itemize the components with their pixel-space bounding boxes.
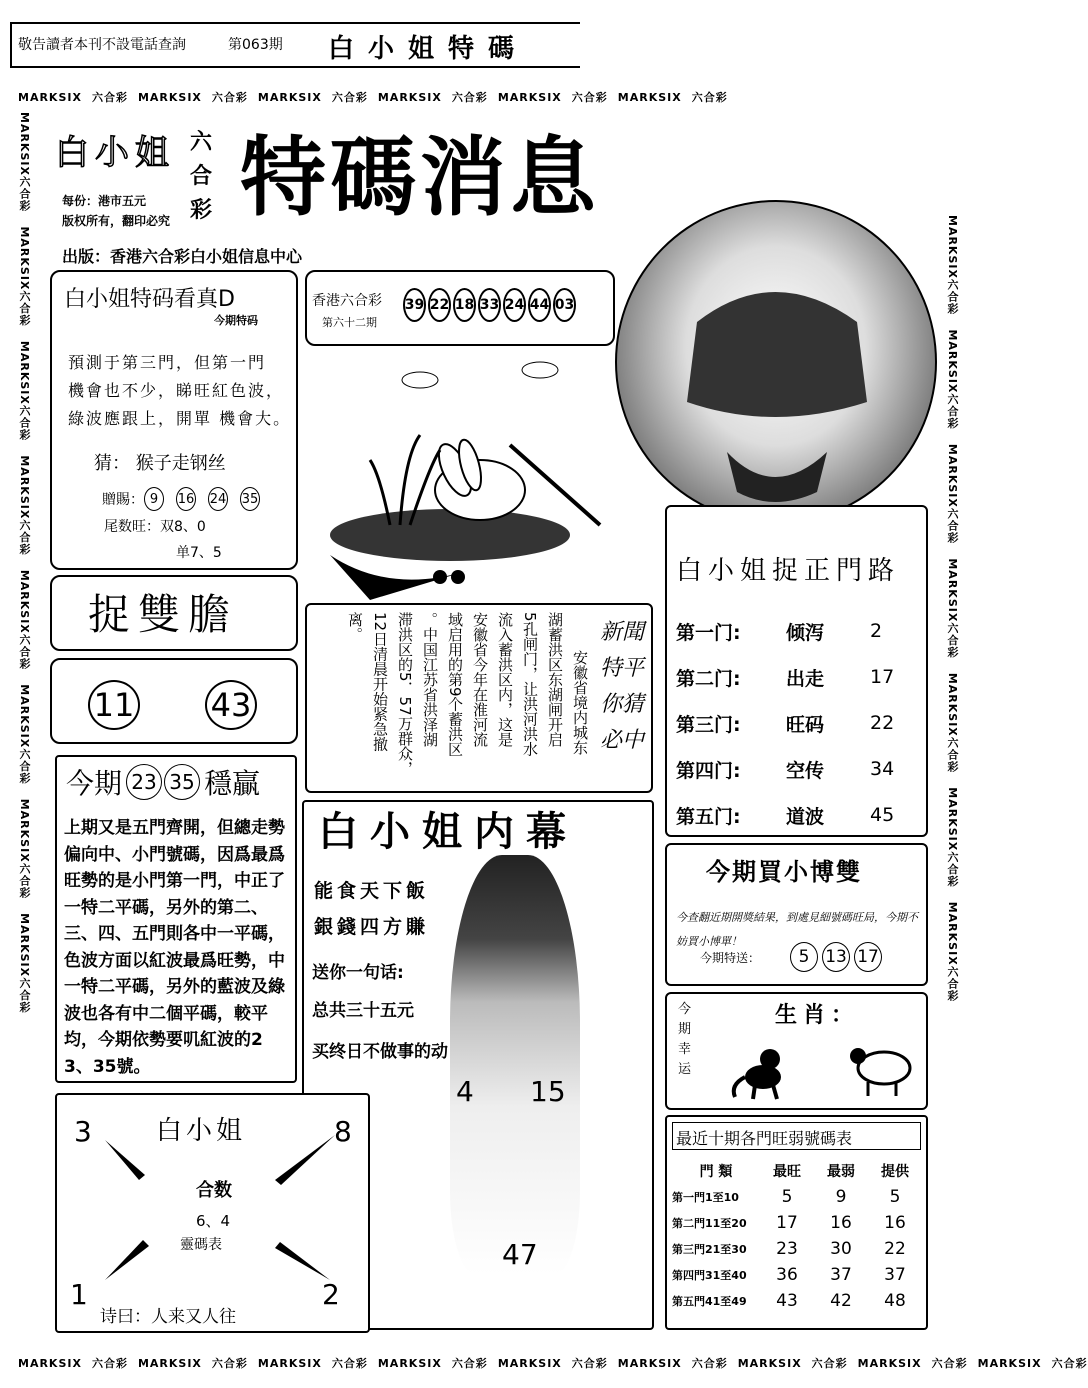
watermark-cn: 六合彩 <box>571 1357 608 1370</box>
compass-corner: 2 <box>322 1278 340 1311</box>
watermark-row-top <box>18 86 728 108</box>
double-title: 捉雙膽 <box>88 590 239 639</box>
gate-word: 旺码 <box>786 713 825 736</box>
gates-title: 白小姐捉正門路 <box>676 556 901 586</box>
history-give: 16 <box>884 1213 906 1233</box>
win-suffix: 穩贏 <box>204 767 261 800</box>
header-title: 白小姐特碼 <box>328 34 529 64</box>
header-notice: 敬告讀者本刊不設電話查詢 <box>18 37 186 53</box>
history-max: 23 <box>776 1239 798 1259</box>
buy-send-label: 今期特送： <box>700 950 761 965</box>
gate-number: 45 <box>870 804 895 826</box>
history-gate-name: 第二門 <box>672 1217 705 1230</box>
watermark-text: MARKSIX <box>497 90 562 104</box>
buy-number: 5 <box>790 942 818 972</box>
watermark-text: MARKSIX <box>497 1356 562 1370</box>
gate-label: 第二门: <box>676 667 741 690</box>
history-min: 42 <box>830 1291 852 1311</box>
masthead-side: 六合彩 <box>190 129 213 223</box>
watermark-cn: 六合彩 <box>691 1357 728 1370</box>
last-draw-period: 第六十二期 <box>322 316 377 329</box>
watermark-row-bottom <box>18 1352 1088 1374</box>
inside-line: 总共三十五元 <box>312 1001 414 1021</box>
news-column: 流入蓄洪区内，这是 <box>496 612 514 747</box>
watermark-cn: 六合彩 <box>18 519 31 556</box>
gate-label: 第四门: <box>676 759 741 782</box>
gift-label: 贈賜： <box>102 492 144 508</box>
inside-number: 47 <box>502 1238 538 1271</box>
gates-row <box>676 608 916 838</box>
compass-sum-value: 6、4 <box>196 1212 231 1230</box>
forecast-tail-2: 单7、5 <box>176 545 222 561</box>
last-draw-label: 香港六合彩 <box>312 293 382 309</box>
gate-word: 出走 <box>786 667 825 690</box>
history-max: 17 <box>776 1213 798 1233</box>
history-row <box>672 1288 922 1314</box>
watermark-text: MARKSIX <box>977 1356 1042 1370</box>
watermark-cn: 六合彩 <box>946 393 959 430</box>
history-min: 9 <box>835 1187 847 1207</box>
gate-number: 2 <box>870 620 883 642</box>
watermark-cn: 六合彩 <box>946 278 959 315</box>
gate-label: 第五门: <box>676 805 741 828</box>
watermark-text: MARKSIX <box>137 1356 202 1370</box>
inside-number: 4 <box>456 1075 474 1108</box>
history-row <box>672 1210 922 1236</box>
history-header: 門 類 <box>699 1164 733 1180</box>
forecast-gift <box>102 487 260 511</box>
win-number: 23 <box>126 764 162 800</box>
win-text: 上期又是五門齊開，但總走勢偏向中、小門號碼，因爲最爲旺勢的是小門第一門，中正了一特二平碼，另外的第二、三、四、五門則各中一平碼，色波方面以紅波最爲旺勢，中一特二平碼，另外的藍波及綠波也各有中二個平碼，較平均，今期依勢要叽紅波的23、35號。 <box>64 818 285 1077</box>
model-photo-oval <box>615 200 937 524</box>
buy-title: 今期買小博雙 <box>706 858 862 886</box>
compass-corner: 8 <box>334 1115 352 1148</box>
rabbit-illustration <box>310 355 610 600</box>
watermark-text: MARKSIX <box>18 455 31 520</box>
watermark-cn: 六合彩 <box>331 91 368 104</box>
history-gate-name: 第一門 <box>672 1191 705 1204</box>
history-header: 最旺 <box>773 1164 801 1180</box>
gate-label: 第一门: <box>676 621 741 644</box>
forecast-line: 機會也不少，睇旺紅色波， <box>68 381 285 400</box>
watermark-cn: 六合彩 <box>946 851 959 888</box>
forecast-subtitle: 今期特码 <box>214 314 258 327</box>
watermark-cn: 六合彩 <box>211 91 248 104</box>
gate-row <box>676 792 916 838</box>
watermark-text: MARKSIX <box>946 787 959 852</box>
gate-row <box>676 746 916 792</box>
double-number: 11 <box>88 680 140 730</box>
history-gate <box>672 1288 760 1314</box>
gate-word: 道波 <box>786 805 825 828</box>
gate-number: 22 <box>870 712 895 734</box>
history-gate-range: 1至10 <box>705 1191 739 1204</box>
win-prefix: 今期 <box>66 767 123 800</box>
history-title: 最近十期各門旺弱號碼表 <box>676 1129 853 1148</box>
history-gate-name: 第三門 <box>672 1243 705 1256</box>
watermark-text: MARKSIX <box>18 226 31 291</box>
watermark-text: MARKSIX <box>18 90 82 104</box>
news-column: 离。 <box>346 612 364 642</box>
gate-word: 倾泻 <box>786 621 825 644</box>
draw-ball: 24 <box>503 288 526 322</box>
history-min: 16 <box>830 1213 852 1233</box>
news-column: 安徽省今年在淮河流 <box>471 612 489 747</box>
watermark-text: MARKSIX <box>257 90 322 104</box>
news-columns <box>315 612 589 787</box>
buy-text: 今查翻近期開獎結果，到處見細號碼旺局，今期不妨買小博單！ <box>676 911 918 948</box>
watermark-cn: 六合彩 <box>18 977 31 1014</box>
buy-send <box>700 942 882 972</box>
inside-line: 送你一句话: <box>312 963 404 983</box>
history-give: 37 <box>884 1265 906 1285</box>
history-gate-range: 31至40 <box>705 1269 747 1282</box>
watermark-text: MARKSIX <box>946 329 959 394</box>
gate-number: 17 <box>870 666 895 688</box>
watermark-text: MARKSIX <box>377 1356 442 1370</box>
gate-row <box>676 608 916 654</box>
history-max: 43 <box>776 1291 798 1311</box>
compass-corner: 3 <box>74 1115 92 1148</box>
inside-number: 15 <box>530 1075 566 1108</box>
watermark-text: MARKSIX <box>18 569 31 634</box>
watermark-text: MARKSIX <box>617 1356 682 1370</box>
history-give: 48 <box>884 1291 906 1311</box>
watermark-cn: 六合彩 <box>18 404 31 441</box>
watermark-text: MARKSIX <box>946 558 959 623</box>
double-number: 43 <box>205 680 257 730</box>
watermark-col-left <box>16 112 32 1347</box>
history-gate <box>672 1210 760 1236</box>
watermark-cn: 六合彩 <box>946 622 959 659</box>
double-numbers-box <box>50 658 298 744</box>
watermark-cn: 六合彩 <box>451 1357 488 1370</box>
watermark-cn: 六合彩 <box>331 1357 368 1370</box>
gate-number: 34 <box>870 758 895 780</box>
watermark-text: MARKSIX <box>257 1356 322 1370</box>
history-gate-range: 41至49 <box>705 1295 747 1308</box>
inside-title: 白小姐内幕 <box>318 808 578 855</box>
watermark-text: MARKSIX <box>857 1356 922 1370</box>
inside-line: 銀錢四方賺 <box>314 916 430 938</box>
watermark-cn: 六合彩 <box>18 175 31 212</box>
monkey-icon <box>725 1045 795 1100</box>
inside-line: 能食天下飯 <box>314 880 430 902</box>
news-column: 湖蓄洪区东湖闸开启 <box>546 612 564 747</box>
watermark-col-right <box>944 215 960 1345</box>
gate-label: 第三门: <box>676 713 741 736</box>
watermark-cn: 六合彩 <box>1051 1357 1088 1370</box>
forecast-line: 預測于第三門，但第一門 <box>68 353 267 372</box>
news-column: 安徽省境内城东 <box>571 650 589 755</box>
watermark-text: MARKSIX <box>946 443 959 508</box>
history-row <box>672 1236 922 1262</box>
history-gate <box>672 1184 760 1210</box>
watermark-text: MARKSIX <box>617 90 682 104</box>
history-gate <box>672 1262 760 1288</box>
gift-number: 16 <box>176 487 196 511</box>
watermark-cn: 六合彩 <box>571 91 608 104</box>
news-column: 12日清晨开始紧急撤 <box>371 612 389 752</box>
history-gate-range: 21至30 <box>705 1243 747 1256</box>
history-header: 最弱 <box>827 1164 855 1180</box>
zodiac-label: 生肖： <box>775 1003 860 1028</box>
news-column: 。中国江苏省洪泽湖 <box>421 612 439 747</box>
win-number: 35 <box>164 764 200 800</box>
news-column: 域启用的第9个蓄洪区 <box>446 612 464 757</box>
watermark-text: MARKSIX <box>18 112 31 176</box>
win-header <box>66 762 260 802</box>
news-column: 5孔闸门，让洪河洪水 <box>521 612 539 757</box>
inside-line: 买终日不做事的动 <box>312 1042 448 1062</box>
last-draw-balls <box>403 288 578 322</box>
draw-ball: 44 <box>528 288 551 322</box>
sheep-icon <box>846 1040 916 1098</box>
compass-poem: 诗曰：人来又人往 <box>100 1307 236 1327</box>
history-max: 5 <box>781 1187 793 1207</box>
gate-word: 空传 <box>786 759 825 782</box>
watermark-cn: 六合彩 <box>946 507 959 544</box>
header-issue: 第063期 <box>228 37 283 53</box>
masthead-rights: 版权所有，翻印必究 <box>62 214 171 228</box>
news-head: 新聞特平 你猜必中 <box>600 620 645 753</box>
masthead-price: 每份：港市五元 <box>62 194 147 208</box>
watermark-text: MARKSIX <box>377 90 442 104</box>
masthead-publisher: 出版：香港六合彩白小姐信息中心 <box>62 247 303 266</box>
watermark-cn: 六合彩 <box>18 748 31 785</box>
history-give: 5 <box>889 1187 901 1207</box>
gift-number: 24 <box>208 487 228 511</box>
history-gate-range: 11至20 <box>705 1217 747 1230</box>
forecast-tail-1: 尾数旺：双8、0 <box>104 519 206 535</box>
watermark-cn: 六合彩 <box>91 91 128 104</box>
compass-title: 白小姐 <box>156 1116 247 1146</box>
history-min: 37 <box>830 1265 852 1285</box>
watermark-cn: 六合彩 <box>18 633 31 670</box>
watermark-text: MARKSIX <box>18 340 31 405</box>
history-row <box>672 1184 922 1210</box>
watermark-text: MARKSIX <box>946 901 959 966</box>
watermark-cn: 六合彩 <box>18 862 31 899</box>
watermark-cn: 六合彩 <box>211 1357 248 1370</box>
history-header: 提供 <box>881 1164 909 1180</box>
history-header-row <box>672 1158 922 1184</box>
forecast-title: 白小姐特码看真D <box>64 287 235 312</box>
masthead-logo: 白小姐 <box>55 133 175 173</box>
watermark-cn: 六合彩 <box>691 91 728 104</box>
history-give: 22 <box>884 1239 906 1259</box>
watermark-text: MARKSIX <box>18 798 31 863</box>
zodiac-side: 今期幸运 <box>678 1002 692 1077</box>
compass-table-label: 靈碼表 <box>180 1237 222 1253</box>
watermark-text: MARKSIX <box>137 90 202 104</box>
gate-row <box>676 654 916 700</box>
model-photo-figure <box>617 202 931 518</box>
watermark-cn: 六合彩 <box>946 965 959 1002</box>
compass-corner: 1 <box>70 1278 88 1311</box>
history-gate <box>672 1236 760 1262</box>
gift-number: 35 <box>240 487 260 511</box>
gift-number: 9 <box>144 487 164 511</box>
forecast-riddle: 猜： 猴子走钢丝 <box>94 453 226 474</box>
history-row <box>672 1262 922 1288</box>
watermark-text: MARKSIX <box>737 1356 802 1370</box>
inside-model-photo <box>450 855 580 1275</box>
draw-ball: 18 <box>453 288 476 322</box>
watermark-cn: 六合彩 <box>931 1357 968 1370</box>
news-column: 滞洪区的5．57万群众， <box>396 612 414 776</box>
watermark-text: MARKSIX <box>18 913 31 978</box>
buy-number: 17 <box>854 942 882 972</box>
history-gate-name: 第五門 <box>672 1295 705 1308</box>
watermark-cn: 六合彩 <box>811 1357 848 1370</box>
history-gate-name: 第四門 <box>672 1269 705 1282</box>
history-min: 30 <box>830 1239 852 1259</box>
masthead-title: 特碼消息 <box>240 127 600 228</box>
watermark-cn: 六合彩 <box>91 1357 128 1370</box>
forecast-line: 綠波應跟上，開單 機會大。 <box>68 409 292 428</box>
history-table <box>672 1158 922 1314</box>
watermark-cn: 六合彩 <box>451 91 488 104</box>
compass-sum-label: 合数 <box>196 1180 232 1201</box>
watermark-cn: 六合彩 <box>18 290 31 327</box>
history-max: 36 <box>776 1265 798 1285</box>
watermark-text: MARKSIX <box>946 672 959 737</box>
watermark-cn: 六合彩 <box>946 736 959 773</box>
watermark-text: MARKSIX <box>946 215 959 279</box>
watermark-text: MARKSIX <box>18 1356 82 1370</box>
buy-number: 13 <box>822 942 850 972</box>
gate-row <box>676 700 916 746</box>
draw-ball: 22 <box>428 288 451 322</box>
draw-ball: 39 <box>403 288 426 322</box>
watermark-text: MARKSIX <box>18 684 31 749</box>
draw-ball: 33 <box>478 288 501 322</box>
draw-ball: 03 <box>553 288 576 322</box>
